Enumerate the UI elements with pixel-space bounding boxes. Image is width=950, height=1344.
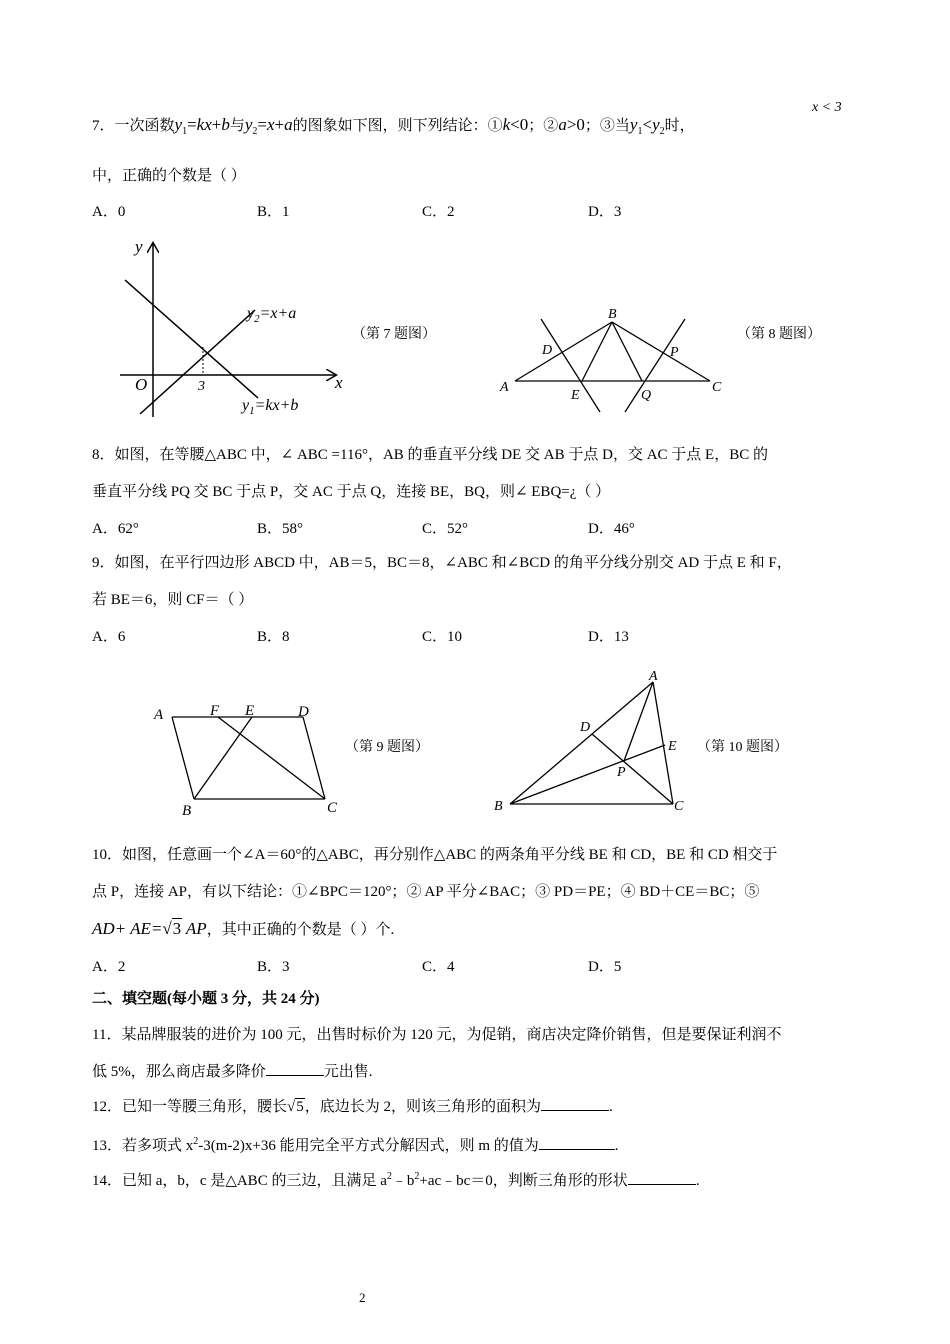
q8-option-d: D．46° [588,521,635,537]
q10-option-d: D．5 [588,959,622,975]
q8-caption: （第 8 题图） [737,327,821,342]
q8-line1: 8．如图，在等腰△ABC 中，∠ ABC =116°，AB 的垂直平分线 DE 交 AB 于点 D，交 AC 于点 E，BC 的 [92,447,768,463]
q7-figure [110,232,355,422]
q8-option-a: A．62° [92,521,139,537]
y1-label: $y_1=kx+b$ [242,397,299,417]
q7-corner-text: x < 3 [812,100,842,115]
label-e: E [245,703,255,719]
q10-option-c: C．4 [422,959,455,975]
q14-answer-blank[interactable] [628,1170,696,1185]
label-a: A [500,380,509,395]
q7-line2: 中，正确的个数是（ ） [92,168,246,184]
q13-line: 13．若多项式 $x^2-3(m-2)x+36$ 能用完全平方式分解因式，则 m 的值为 . [92,1136,619,1154]
q10-option-a: A．2 [92,959,126,975]
label-q: Q [641,388,652,403]
origin-label: O [135,375,148,394]
q9-option-a: A．6 [92,629,126,645]
q9-line1: 9．如图，在平行四边形 ABCD 中，AB＝5，BC＝8，∠ABC 和∠BCD 的角平分线分别交 AD 于点 E 和 F， [92,555,792,571]
label-b: B [494,799,503,814]
y-axis-label: y [135,237,143,256]
q9-figure [148,698,348,820]
q10-line1: 10．如图，任意画一个∠A＝60°的△ABC，再分别作△ABC 的两条角平分线 BE 和 CD，BE 和 CD 相交于 [92,847,778,863]
q14-line: 14．已知 a，b，c 是△ABC 的三边，且满足 $a^2﹣b^2+ac﹣bc=0$，判断三角形的形状 . [92,1171,700,1189]
q7-line1: 7．一次函数$y_1=kx+b$与$y_2=x+a$的图象如下图，则下列结论：①k<0；②a>0；③当$y_1<y_2$时， [92,115,695,137]
q13-answer-blank[interactable] [539,1135,615,1150]
q10-line3: AD+ AE=√3 AP，其中正确的个数是（ ）个. [92,919,395,938]
label-f: F [210,703,220,719]
q10-caption: （第 10 题图） [697,740,788,755]
label-d: D [542,343,553,358]
label-p: P [670,345,679,360]
label-d: D [580,720,591,735]
q9-option-b: B．8 [257,629,290,645]
q10-figure [490,665,700,817]
q7-caption: （第 7 题图） [352,327,436,342]
label-a: A [154,707,164,723]
label-b: B [182,803,192,819]
label-e: E [571,388,580,403]
q8-line2: 垂直平分线 PQ 交 BC 于点 P，交 AC 于点 Q，连接 BE，BQ，则∠ EBQ=¿（ ） [92,484,611,500]
q9-option-d: D．13 [588,629,629,645]
q8-option-c: C．52° [422,521,469,537]
label-c: C [712,380,722,395]
q12-answer-blank[interactable] [541,1096,609,1111]
line-y2 [140,310,255,414]
label-c: C [674,799,684,814]
y2-label: $y_2=x+a$ [247,305,297,325]
bisector-cf [218,717,325,799]
q7-option-b: B．1 [257,204,290,220]
label-e: E [668,739,677,754]
bisector-be [510,745,665,804]
q7-option-d: D．3 [588,204,622,220]
q10-line2: 点 P，连接 AP，有以下结论：①∠BPC＝120°；② AP 平分∠BAC；③ PD＝PE；④ BD＋CE＝BC；⑤ [92,884,760,900]
section-2-heading: 二、填空题(每小题 3 分，共 24 分) [92,991,320,1007]
page-number: 2 [359,1290,366,1305]
q10-option-b: B．3 [257,959,290,975]
q8-figure [495,300,735,420]
q9-caption: （第 9 题图） [345,740,429,755]
label-c: C [327,800,338,816]
q9-option-c: C．10 [422,629,463,645]
segment-ab [172,717,194,799]
bisector-be [194,717,252,799]
q9-line2: 若 BE＝6，则 CF＝（ ） [92,592,254,608]
q11-line1: 11．某品牌服装的进价为 100 元，出售时标价为 120 元，为促销，商店决定降价销售，但是要保证利润不 [92,1027,782,1043]
tick-3-label: 3 [198,379,205,394]
label-d: D [298,704,309,720]
q7-option-c: C．2 [422,204,455,220]
q8-option-b: B．58° [257,521,304,537]
label-b: B [608,307,617,322]
segment-dc [303,717,325,799]
label-p: P [617,765,626,780]
label-a: A [649,669,658,684]
q12-line: 12．已知一等腰三角形，腰长√5，底边长为 2，则该三角形的面积为 . [92,1096,613,1118]
segment-ab [510,682,653,804]
x-axis-label: x [335,373,343,392]
q7-option-a: A．0 [92,204,126,220]
q11-line2: 低 5%，那么商店最多降价 元出售. [92,1061,373,1083]
bisector-cd [592,734,673,804]
q11-answer-blank[interactable] [266,1061,324,1076]
